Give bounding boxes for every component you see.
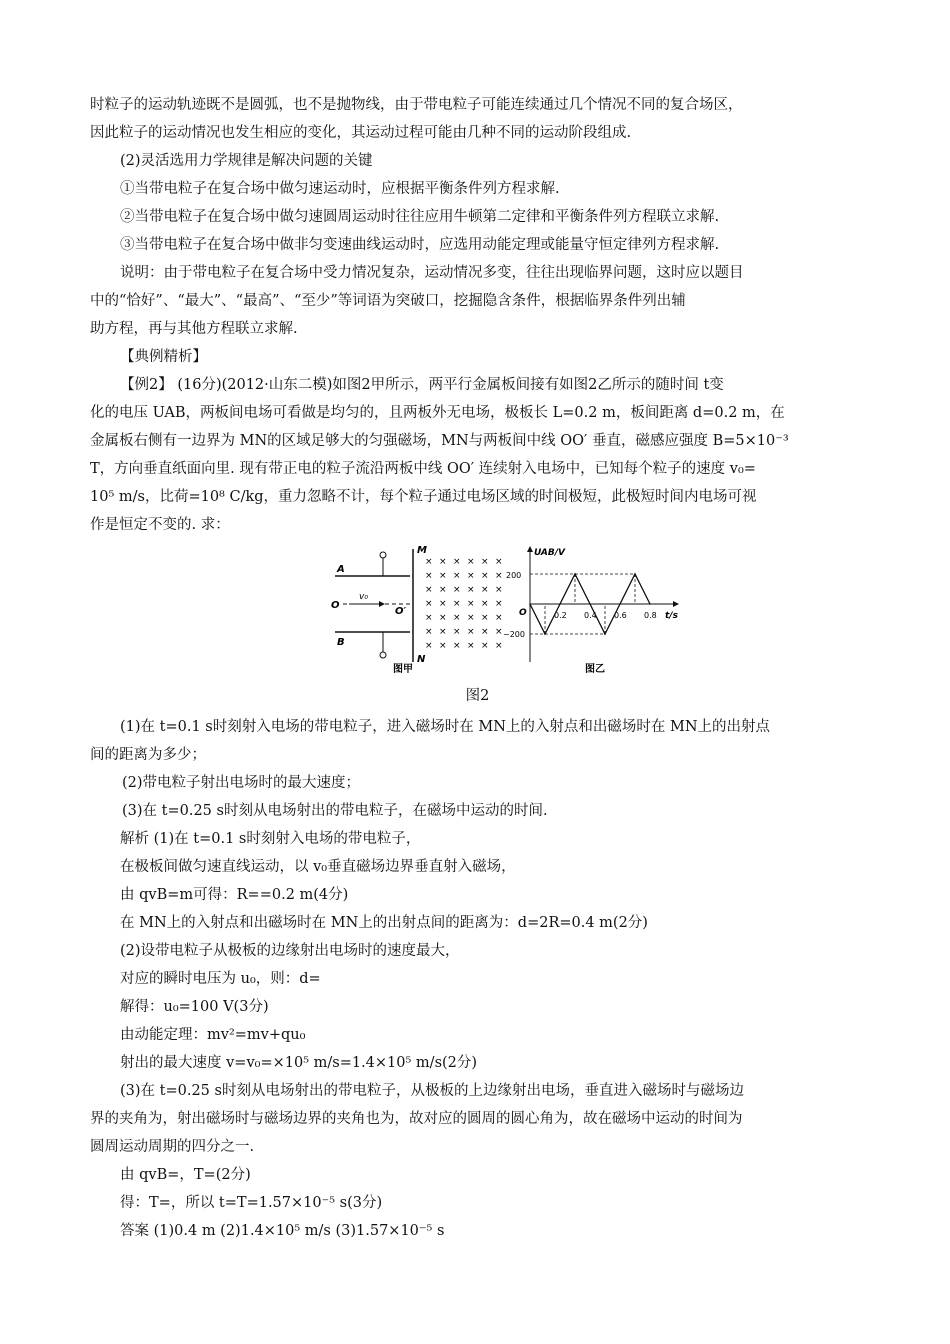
field-mark: × [439,571,447,581]
text-line: (2)设带电粒子从极板的边缘射出电场时的速度最大， [120,943,460,959]
velocity-label: v₀ [359,592,368,602]
field-mark: × [439,641,447,651]
text-line: (2)灵活选用力学规律是解决问题的关键 [120,153,373,169]
x-tick-label: 0.8 [644,611,657,620]
text-line: 由动能定理：mv²=mv+qu₀ [120,1027,306,1043]
figure-right-label: 图乙 [585,664,605,675]
field-mark: × [439,627,447,637]
text-line: ③当带电粒子在复合场中做非匀变速曲线运动时，应选用动能定理或能量守恒定律列方程求解. [120,237,720,253]
field-mark: × [453,557,461,567]
y-tick-label: 200 [506,571,522,580]
data-point [634,573,636,575]
text-line: 由 qvB=m可得：R==0.2 m(4分) [120,887,349,903]
text-line: 说明：由于带电粒子在复合场中受力情况复杂，运动情况多变，往往出现临界问题，这时应以题目 [120,265,744,281]
x-axis-label: t/s [665,611,678,621]
figure-svg [331,544,695,675]
text-line: 助方程，再与其他方程联立求解. [90,321,298,337]
section-heading: 【典例精析】 [120,349,207,365]
field-mark: × [481,613,489,623]
text-line: 间的距离为多少； [90,747,206,763]
text-line: 圆周运动周期的四分之一. [90,1139,255,1155]
data-point [529,603,531,605]
origin-label: O [519,608,527,618]
plate-b-label: B [337,637,345,648]
point-n-label: N [417,654,426,665]
field-mark: × [425,599,433,609]
text-line: 因此粒子的运动情况也发生相应的变化，其运动过程可能由几种不同的运动阶段组成. [90,125,632,141]
text-line: T，方向垂直纸面向里. 现有带正电的粒子流沿两板中线 OO′ 连续射入电场中，已知每个粒子的速度 v₀= [90,461,756,477]
field-mark: × [495,599,503,609]
figure-left-label: 图甲 [393,664,413,675]
text-line: 10⁵ m/s，比荷=10⁸ C/kg，重力忽略不计，每个粒子通过电场区域的时间极短，此极短时间内电场可视 [90,489,757,505]
field-mark: × [495,627,503,637]
text-line: ①当带电粒子在复合场中做匀速运动时，应根据平衡条件列方程求解. [120,181,560,197]
field-mark: × [439,585,447,595]
text-line: 界的夹角为，射出磁场时与磁场边界的夹角也为，故对应的圆周的圆心角为，故在磁场中运动的时间为 [90,1111,743,1127]
field-mark: × [453,613,461,623]
field-mark: × [453,627,461,637]
point-o-prime-label: O′ [395,606,407,617]
field-mark: × [481,599,489,609]
figure-right [503,546,679,675]
y-axis-label: UAB/V [534,548,565,558]
data-point [604,633,606,635]
figure-caption: 图2 [465,688,490,704]
point-o-label: O [331,600,340,611]
field-mark: × [495,613,503,623]
text-line: 由 qvB=，T=(2分) [120,1167,251,1183]
text-line: 在极板间做匀速直线运动，以 v₀垂直磁场边界垂直射入磁场， [120,859,516,875]
x-tick-label: 0.6 [614,611,627,620]
field-mark: × [439,557,447,567]
field-mark: × [467,613,475,623]
figure-left [331,545,503,675]
field-mark: × [439,613,447,623]
field-mark: × [481,571,489,581]
field-mark: × [453,599,461,609]
text-line: 对应的瞬时电压为 u₀，则：d= [120,971,321,987]
plate-a-label: A [337,564,345,575]
answer-line: 答案 (1)0.4 m (2)1.4×10⁵ m/s (3)1.57×10⁻⁵ s [120,1223,445,1239]
field-mark: × [425,585,433,595]
field-mark: × [467,641,475,651]
text-line: 作是恒定不变的. 求： [90,517,230,533]
x-tick-label: 0.2 [554,611,567,620]
field-mark: × [425,641,433,651]
text-line: 金属板右侧有一边界为 MN的区域足够大的匀强磁场，MN与两板间中线 OO′ 垂直，磁感应强度 B=5×10⁻³ [90,433,789,449]
field-mark: × [481,627,489,637]
field-mark: × [495,557,503,567]
field-mark: × [425,627,433,637]
field-mark: × [467,557,475,567]
field-mark: × [453,585,461,595]
text-line: (1)在 t=0.1 s时刻射入电场的带电粒子，进入磁场时在 MN上的入射点和出磁场时在 MN上的出射点 [120,719,771,735]
figure-2 [331,544,695,675]
text-line: 解得：u₀=100 V(3分) [120,999,269,1015]
text-line: 得：T=，所以 t=T=1.57×10⁻⁵ s(3分) [120,1195,383,1211]
field-mark: × [439,599,447,609]
text-line: (3)在 t=0.25 s时刻从电场射出的带电粒子，从极板的上边缘射出电场，垂直进入磁场时与磁场边 [120,1083,744,1099]
text-line: 时粒子的运动轨迹既不是圆弧，也不是抛物线，由于带电粒子可能连续通过几个情况不同的复合场区， [90,97,743,113]
field-mark: × [495,585,503,595]
field-mark: × [481,585,489,595]
field-mark: × [453,641,461,651]
data-point [649,603,651,605]
field-mark: × [425,613,433,623]
field-mark: × [453,571,461,581]
field-mark: × [425,557,433,567]
text-line: (2)带电粒子射出电场时的最大速度； [122,775,361,791]
field-mark: × [467,571,475,581]
field-mark: × [495,571,503,581]
text-line: 射出的最大速度 v=v₀=×10⁵ m/s=1.4×10⁵ m/s(2分) [120,1055,478,1071]
text-line: ②当带电粒子在复合场中做匀速圆周运动时往往应用牛顿第二定律和平衡条件列方程联立求解. [120,209,720,225]
field-mark: × [495,641,503,651]
text-line: 中的“恰好”、“最大”、“最高”、“至少”等词语为突破口，挖掘隐含条件，根据临界条件列出辅 [90,293,686,309]
text-line: 【例2】 (16分)(2012·山东二模)如图2甲所示，两平行金属板间接有如图2乙所示的随时间 t变 [120,377,724,393]
magnetic-field-marks [425,557,503,651]
field-mark: × [481,641,489,651]
text-line: (3)在 t=0.25 s时刻从电场射出的带电粒子，在磁场中运动的时间. [122,803,548,819]
field-mark: × [467,627,475,637]
x-tick-label: 0.4 [584,611,597,620]
field-mark: × [425,571,433,581]
field-mark: × [481,557,489,567]
point-m-label: M [417,545,427,556]
data-point [544,633,546,635]
field-mark: × [467,585,475,595]
text-line: 解析 (1)在 t=0.1 s时刻射入电场的带电粒子， [120,831,421,847]
text-line: 化的电压 UAB，两板间电场可看做是均匀的，且两板外无电场，极板长 L=0.2 m，板间距离 d=0.2 m，在 [90,405,785,421]
y-tick-label: −200 [503,630,525,639]
data-point [574,573,576,575]
text-line: 在 MN上的入射点和出磁场时在 MN上的出射点间的距离为：d=2R=0.4 m(2分) [120,915,648,931]
field-mark: × [467,599,475,609]
